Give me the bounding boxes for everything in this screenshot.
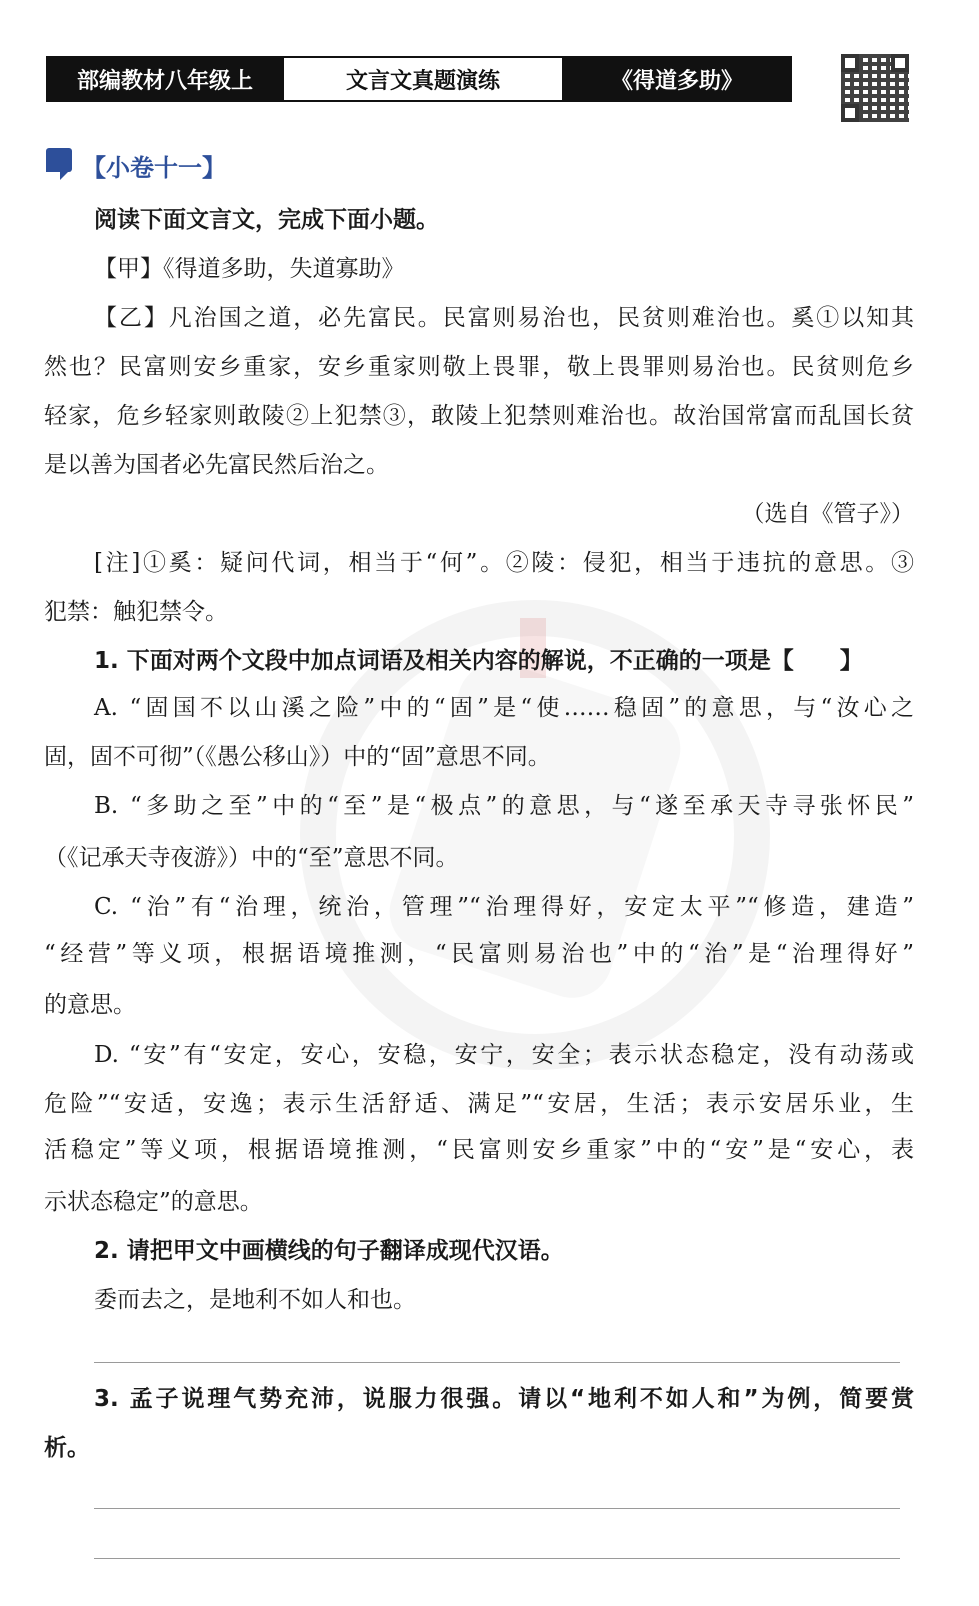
instruction: 阅读下面文言文，完成下面小题。 — [94, 207, 439, 233]
header-grade: 部编教材八年级上 — [48, 58, 282, 100]
passage-yi-line-3: 轻家，危乡轻家则敢陵②上犯禁③，敢陵上犯禁则难治也。故治国常富而乱国长贫 — [44, 403, 914, 429]
q1-option-d-1: D. “安”有“安定，安心，安稳，安宁，安全；表示状态稳定，没有动荡或 — [94, 1042, 914, 1068]
q2-sentence: 委而去之，是地利不如人和也。 — [94, 1287, 416, 1313]
passage-source: （选自《管子》） — [741, 501, 914, 527]
q1-option-c-1: C. “治”有“治理，统治，管理”“治理得好，安定太平”“修造，建造” — [94, 894, 914, 920]
passage-yi-line-4: 是以善为国者必先富民然后治之。 — [44, 452, 389, 478]
q1-option-a-1: A. “固国不以山溪之险”中的“固”是“使……稳固”的意思，与“汝心之 — [94, 695, 914, 721]
notes-line-1: [注]①奚：疑问代词，相当于“何”。②陵：侵犯，相当于违抗的意思。③ — [94, 550, 914, 576]
header-bar — [46, 56, 792, 102]
qr-code-icon — [841, 54, 909, 122]
q1-option-c-3: 的意思。 — [44, 992, 136, 1018]
q1-option-c-2: “经营”等义项，根据语境推测，“民富则易治也”中的“治”是“治理得好” — [44, 941, 914, 967]
q1-stem: 1. 下面对两个文段中加点词语及相关内容的解说，不正确的一项是【 】 — [94, 648, 863, 674]
q3-answer-line-1[interactable] — [94, 1508, 900, 1509]
section-title: 【小卷十一】 — [82, 154, 226, 182]
header-topic: 文言文真题演练 — [282, 58, 564, 100]
q1-option-b-2: （《记承天寺夜游》）中的“至”意思不同。 — [44, 845, 459, 871]
passage-yi-text: 【乙】凡治国之道，必先富民。民富则易治也，民贫则难治也。奚①以知其 — [94, 305, 914, 331]
bookmark-icon — [46, 148, 72, 172]
q3-answer-line-2[interactable] — [94, 1558, 900, 1559]
q1-option-d-3: 活稳定”等义项，根据语境推测，“民富则安乡重家”中的“安”是“安心，表 — [44, 1137, 914, 1163]
q2-answer-line[interactable] — [94, 1362, 900, 1363]
passage-jia-title: 【甲】《得道多助，失道寡助》 — [94, 256, 405, 282]
header-lesson: 《得道多助》 — [564, 58, 790, 100]
passage-yi-line-2: 然也？民富则安乡重家，安乡重家则敬上畏罪，敬上畏罪则易治也。民贫则危乡 — [44, 354, 914, 380]
q1-option-d-4: 示状态稳定”的意思。 — [44, 1189, 263, 1215]
passage-yi-line-1 — [94, 298, 914, 338]
q2-stem: 2. 请把甲文中画横线的句子翻译成现代汉语。 — [94, 1238, 564, 1264]
q3-stem-2: 析。 — [44, 1435, 90, 1461]
q3-stem-1: 3. 孟子说理气势充沛，说服力很强。请以“地利不如人和”为例，简要赏 — [94, 1386, 914, 1412]
q1-option-d-2: 危险”“安适，安逸；表示生活舒适、满足”“安居，生活；表示安居乐业，生 — [44, 1091, 914, 1117]
qr-finder — [841, 104, 859, 122]
q1-option-b-1: B. “多助之至”中的“至”是“极点”的意思，与“遂至承天寺寻张怀民” — [94, 793, 914, 819]
q1-option-a-2: 固，固不可彻”（《愚公移山》）中的“固”意思不同。 — [44, 744, 551, 770]
notes-line-2: 犯禁：触犯禁令。 — [44, 599, 228, 625]
